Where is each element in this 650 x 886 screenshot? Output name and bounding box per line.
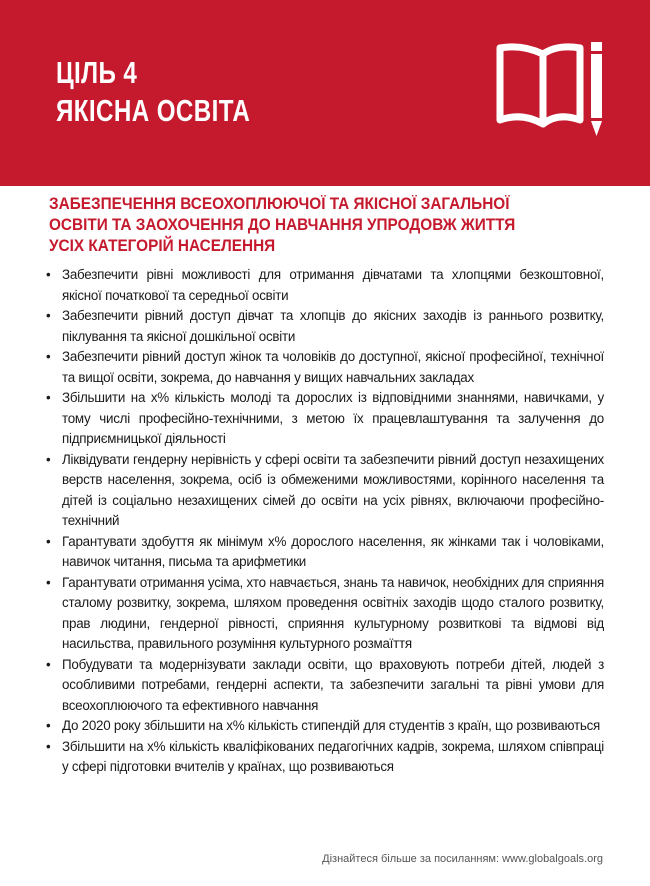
list-item: [44, 450, 604, 532]
bullet-icon: •: [46, 390, 51, 405]
list-item: [44, 347, 604, 388]
list-item: [44, 716, 604, 737]
list-item-text: Гарантувати отримання усіма, хто навчається, знань та навичок, необхідних для сприяння сталому розвитку, зокрема, шляхом проведення освітніх заходів щодо сталого розвитку, прав людини, гендерної рівності, сприяння культурному розвиткові та відмові від насильства, правильного розуміння культурного розмаїття: [62, 574, 604, 651]
list-item-text: До 2020 року збільшити на х% кількість стипендій для студентів з країн, що розвиваються: [62, 718, 601, 733]
list-item-text: Збільшити на х% кількість кваліфікованих педагогічних кадрів, зокрема, шляхом співпраці у сфері підготовки вчителів у країнах, що розвиваються: [62, 738, 604, 774]
list-item: [44, 655, 604, 717]
heading-line-3: УСІХ КАТЕГОРІЙ НАСЕЛЕННЯ: [49, 237, 276, 255]
goal-number: ЦІЛЬ 4: [56, 55, 138, 90]
bullet-icon: •: [46, 574, 51, 590]
list-item: [44, 737, 604, 778]
book-pencil-icon: [496, 42, 606, 138]
list-item: [44, 306, 604, 347]
list-item: [44, 532, 604, 573]
bullet-icon: •: [46, 533, 51, 549]
bullet-icon: •: [46, 308, 51, 323]
bullet-icon: •: [46, 656, 51, 672]
bullet-icon: •: [46, 267, 51, 282]
targets-list: [44, 265, 604, 778]
goal-heading: [49, 194, 570, 257]
goal-title: [56, 54, 250, 130]
bullet-icon: •: [46, 451, 51, 467]
list-item-text: Забезпечити рівний доступ жінок та чоловіків до доступної, якісної професійної, технічної та вищої освіти, зокрема, до навчання у вищих навчальних закладах: [62, 349, 604, 385]
list-item-text: Побудувати та модернізувати заклади освіти, що враховують потреби дітей, людей з особливими потребами, гендерні аспекти, та забезпечити загальні та рівні умови для всеохоплюючого та ефективного навчання: [62, 656, 604, 713]
bullet-icon: •: [46, 718, 51, 733]
heading-line-2: ОСВІТИ ТА ЗАОХОЧЕННЯ ДО НАВЧАННЯ УПРОДОВЖ ЖИТТЯ: [49, 216, 516, 234]
list-item: [44, 265, 604, 306]
footer-link-text: Дізнайтеся більше за посиланням: www.globalgoals.org: [322, 853, 603, 865]
heading-line-1: ЗАБЕЗПЕЧЕННЯ ВСЕОХОПЛЮЮЧОЇ ТА ЯКІСНОЇ ЗАГАЛЬНОЇ: [49, 195, 510, 213]
list-item-text: Забезпечити рівні можливості для отримання дівчатами та хлопцями безкоштовної, якісної початкової та середньої освіти: [62, 267, 604, 303]
list-item-text: Забезпечити рівний доступ дівчат та хлопців до якісних заходів із раннього розвитку, піклування та якісної дошкільної освіти: [62, 308, 604, 344]
list-item: [44, 388, 604, 450]
bullet-icon: •: [46, 738, 51, 754]
list-item-text: Ліквідувати гендерну нерівність у сфері освіти та забезпечити рівний доступ незахищених верств населення, зокрема, осіб із обмеженими можливостями, корінного населення та дітей із соціально незахищених сімей до освіти на усіх рівнях, включаючи професійно-технічний: [62, 451, 604, 528]
list-item: [44, 573, 604, 655]
bullet-icon: •: [46, 349, 51, 364]
goal-banner: [0, 0, 650, 186]
list-item-text: Гарантувати здобуття як мінімум х% дорослого населення, як жінками так і чоловіками, навичок читання, письма та арифметики: [62, 533, 604, 569]
list-item-text: Збільшити на х% кількість молоді та дорослих із відповідними знаннями, навичками, у тому числі професійно-технічними, з метою їх працевлаштування та залучення до підприємницької діяльності: [62, 390, 604, 446]
goal-name: ЯКІСНА ОСВІТА: [56, 93, 251, 128]
